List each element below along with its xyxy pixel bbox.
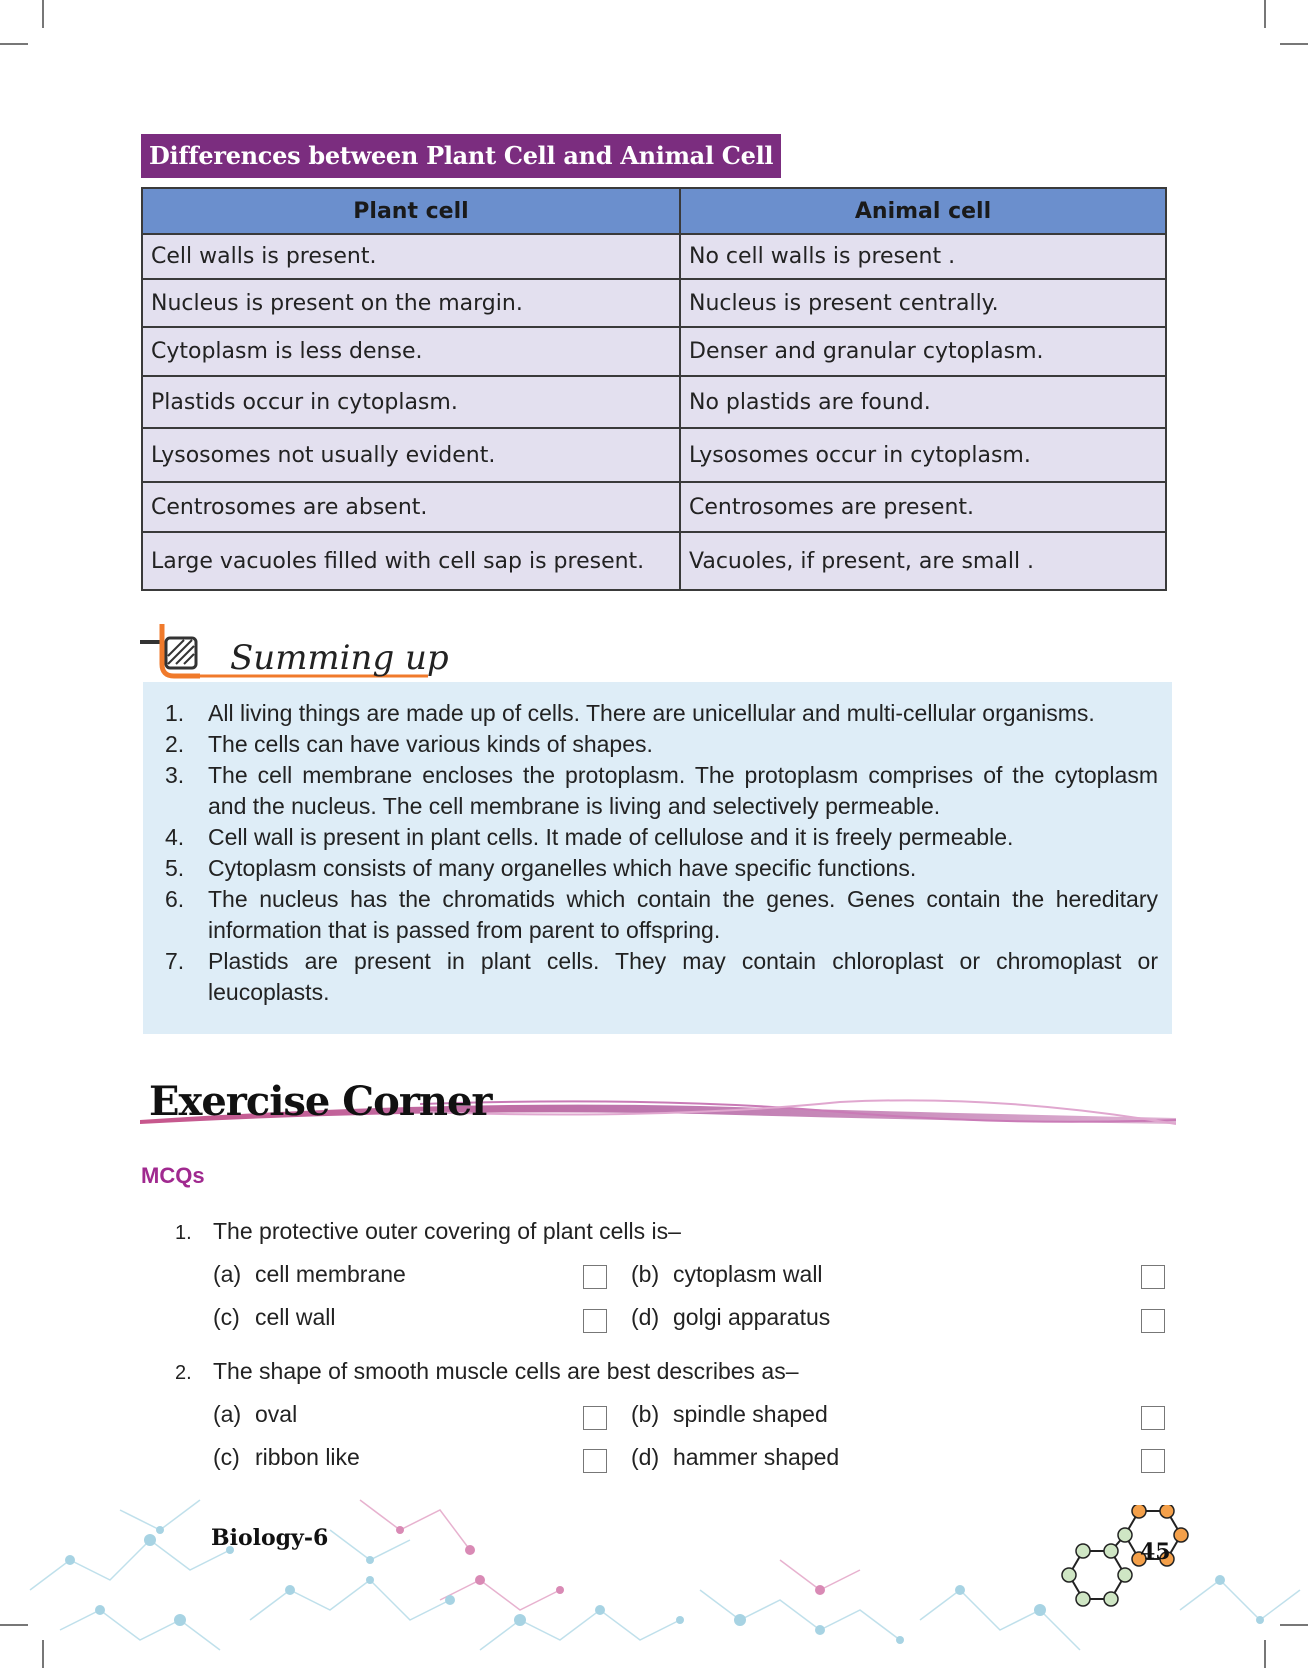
- list-item: [163, 946, 1158, 1008]
- option-text: ribbon like: [255, 1444, 360, 1470]
- summing-up-title: Summing up: [230, 638, 449, 678]
- book-title: Biology-6: [211, 1525, 329, 1551]
- table-row: [142, 532, 1166, 590]
- table-cell: Plastids occur in cytoplasm.: [142, 376, 680, 428]
- option-letter: (d): [631, 1444, 660, 1470]
- table-cell: No plastids are found.: [680, 376, 1166, 428]
- option-text: cell membrane: [255, 1261, 406, 1287]
- list-item: [163, 853, 1158, 884]
- table-cell: No cell walls is present .: [680, 234, 1166, 279]
- table-row: [142, 428, 1166, 482]
- item-number: 1.: [165, 700, 185, 726]
- table-header-row: [142, 188, 1166, 234]
- question-text: The protective outer covering of plant cells is–: [213, 1218, 681, 1244]
- table-row: [142, 482, 1166, 532]
- option: [631, 1261, 823, 1288]
- section-title: Differences between Plant Cell and Animal Cell: [141, 134, 781, 178]
- option-text: cell wall: [255, 1304, 336, 1330]
- mcq-heading: MCQs: [141, 1163, 205, 1188]
- list-item: [163, 822, 1158, 853]
- table-cell: Centrosomes are absent.: [142, 482, 680, 532]
- table-cell: Nucleus is present centrally.: [680, 279, 1166, 327]
- option-text: hammer shaped: [673, 1444, 840, 1470]
- item-number: 7.: [165, 948, 185, 974]
- option-letter: (c): [213, 1304, 240, 1330]
- item-number: 3.: [165, 762, 185, 788]
- table-row: [142, 234, 1166, 279]
- option: [213, 1261, 406, 1288]
- option-text: spindle shaped: [673, 1401, 828, 1427]
- item-text: Cytoplasm consists of many organelles which have specific functions.: [208, 855, 917, 881]
- table-cell: Cytoplasm is less dense.: [142, 327, 680, 376]
- option: [213, 1401, 297, 1428]
- option-text: oval: [255, 1401, 298, 1427]
- table-cell: Large vacuoles filled with cell sap is present.: [142, 532, 680, 590]
- crop-mark: [1264, 0, 1266, 28]
- crop-mark: [42, 0, 44, 28]
- list-item: [163, 884, 1158, 946]
- answer-checkbox[interactable]: [583, 1406, 607, 1430]
- table-cell: Denser and granular cytoplasm.: [680, 327, 1166, 376]
- column-header-animal: Animal cell: [680, 188, 1166, 234]
- question: [175, 1358, 799, 1385]
- table-row: [142, 376, 1166, 428]
- item-number: 5.: [165, 855, 185, 881]
- item-text: The nucleus has the chromatids which contain the genes. Genes contain the hereditary information that is passed from parent to offspring.: [208, 886, 1158, 943]
- list-item: [163, 698, 1158, 729]
- page-number: 45: [1140, 1539, 1171, 1565]
- list-item: [163, 760, 1158, 822]
- option-letter: (a): [213, 1261, 242, 1287]
- table-cell: Lysosomes not usually evident.: [142, 428, 680, 482]
- option-letter: (c): [213, 1444, 240, 1470]
- item-text: The cells can have various kinds of shapes.: [208, 731, 653, 757]
- answer-checkbox[interactable]: [1141, 1309, 1165, 1333]
- table-cell: Vacuoles, if present, are small .: [680, 532, 1166, 590]
- table-cell: Cell walls is present.: [142, 234, 680, 279]
- option-letter: (d): [631, 1304, 660, 1330]
- item-text: Cell wall is present in plant cells. It made of cellulose and it is freely permeable.: [208, 824, 1014, 850]
- question-number: 1.: [175, 1222, 192, 1244]
- option: [213, 1444, 360, 1471]
- answer-checkbox[interactable]: [583, 1265, 607, 1289]
- item-text: Plastids are present in plant cells. They may contain chloroplast or chromoplast or leucoplasts.: [208, 948, 1158, 1005]
- option: [631, 1444, 839, 1471]
- option: [631, 1304, 830, 1331]
- table-row: [142, 327, 1166, 376]
- item-text: All living things are made up of cells. There are unicellular and multi-cellular organisms.: [208, 700, 1095, 726]
- question-number: 2.: [175, 1362, 192, 1384]
- answer-checkbox[interactable]: [1141, 1265, 1165, 1289]
- option: [631, 1401, 828, 1428]
- item-number: 6.: [165, 886, 185, 912]
- option-letter: (b): [631, 1261, 660, 1287]
- table-cell: Nucleus is present on the margin.: [142, 279, 680, 327]
- table-cell: Centrosomes are present.: [680, 482, 1166, 532]
- summary-list: [163, 698, 1158, 1008]
- option-text: cytoplasm wall: [673, 1261, 823, 1287]
- crop-mark: [0, 43, 28, 45]
- hexagon-decoration: [1055, 1505, 1195, 1625]
- comparison-table: [141, 187, 1167, 591]
- item-number: 2.: [165, 731, 185, 757]
- table-row: [142, 279, 1166, 327]
- question-text: The shape of smooth muscle cells are best describes as–: [213, 1358, 799, 1384]
- question: [175, 1218, 681, 1245]
- item-text: The cell membrane encloses the protoplasm. The protoplasm comprises of the cytoplasm and the nucleus. The cell membrane is living and selectively permeable.: [208, 762, 1158, 819]
- item-number: 4.: [165, 824, 185, 850]
- option-letter: (a): [213, 1401, 242, 1427]
- answer-checkbox[interactable]: [1141, 1406, 1165, 1430]
- option-text: golgi apparatus: [673, 1304, 831, 1330]
- answer-checkbox[interactable]: [583, 1309, 607, 1333]
- table-cell: Lysosomes occur in cytoplasm.: [680, 428, 1166, 482]
- crop-mark: [1280, 43, 1308, 45]
- exercise-title: Exercise Corner: [149, 1078, 492, 1125]
- list-item: [163, 729, 1158, 760]
- option-letter: (b): [631, 1401, 660, 1427]
- column-header-plant: Plant cell: [142, 188, 680, 234]
- option: [213, 1304, 336, 1331]
